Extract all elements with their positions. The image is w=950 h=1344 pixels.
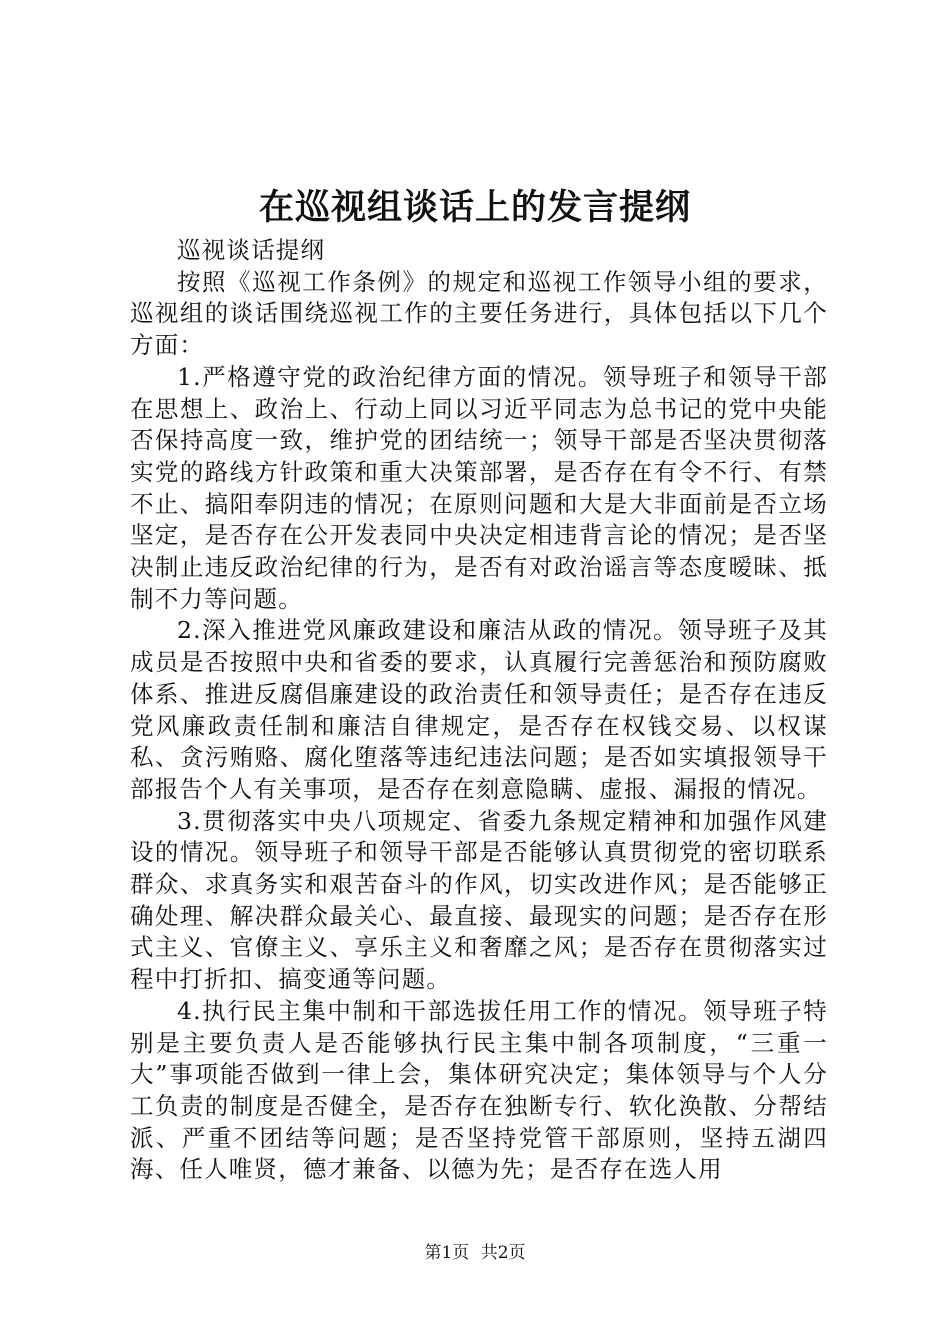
- page-total: 共2页: [480, 1243, 526, 1263]
- page-footer: [0, 1241, 950, 1265]
- paragraph-item-4: 4.执行民主集中制和干部选拔任用工作的情况。领导班子特别是主要负责人是否能够执行民主集中制各项制度，“三重一大”事项能否做到一律上会，集体研究决定；集体领导与个人分工负责的制度是否健全，是否存在独断专行、软化涣散、分帮结派、严重不团结等问题；是否坚持党管干部原则，坚持五湖四海、任人唯贤，德才兼备、以德为先；是否存在选人用: [130, 996, 828, 1184]
- paragraph-item-1: 1.严格遵守党的政治纪律方面的情况。领导班子和领导干部在思想上、政治上、行动上同以习近平同志为总书记的党中央能否保持高度一致，维护党的团结统一；领导干部是否坚决贯彻落实党的路线方针政策和重大决策部署，是否存在有令不行、有禁不止、搞阳奉阴违的情况；在原则问题和大是大非面前是否立场坚定，是否存在公开发表同中央决定相违背言论的情况；是否坚决制止违反政治纪律的行为，是否有对政治谣言等态度暧昧、抵制不力等问题。: [130, 362, 828, 613]
- paragraph-item-2: 2.深入推进党风廉政建设和廉洁从政的情况。领导班子及其成员是否按照中央和省委的要求，认真履行完善惩治和预防腐败体系、推进反腐倡廉建设的政治责任和领导责任；是否存在违反党风廉政责任制和廉洁自律规定，是否存在权钱交易、以权谋私、贪污贿赂、腐化堕落等违纪违法问题；是否如实填报领导干部报告个人有关事项，是否存在刻意隐瞒、虚报、漏报的情况。: [130, 616, 828, 803]
- document-title: 在巡视组谈话上的发言提纲: [258, 187, 691, 228]
- paragraph-intro: 按照《巡视工作条例》的规定和巡视工作领导小组的要求，巡视组的谈话围绕巡视工作的主要任务进行，具体包括以下几个方面：: [130, 267, 828, 360]
- paragraph-heading: 巡视谈话提纲: [177, 236, 326, 264]
- paragraph-item-3: 3.贯彻落实中央八项规定、省委九条规定精神和加强作风建设的情况。领导班子和领导干部是否能够认真贯彻党的密切联系群众、求真务实和艰苦奋斗的作风，切实改进作风；是否能够正确处理、解决群众最关心、最直接、最现实的问题；是否存在形式主义、官僚主义、享乐主义和奢靡之风；是否存在贯彻落实过程中打折扣、搞变通等问题。: [130, 806, 828, 994]
- document-body: [130, 235, 828, 1186]
- page-number: 第1页: [424, 1243, 470, 1263]
